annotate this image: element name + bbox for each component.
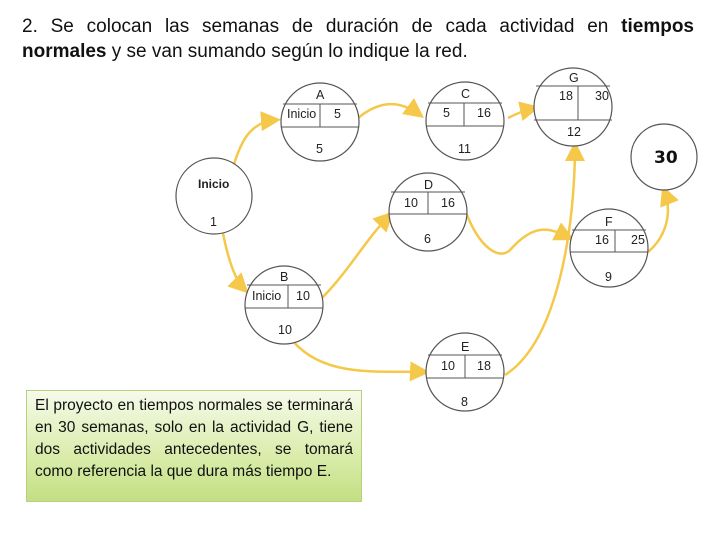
- node-f-early-finish: 25: [631, 233, 645, 247]
- node-f-early-start: 16: [595, 233, 609, 247]
- node-f-label: F: [605, 215, 613, 229]
- arrow-inicio-b: [222, 228, 245, 290]
- node-inicio-bottom: 1: [210, 215, 217, 229]
- conclusion-note: [26, 390, 362, 502]
- node-total: [631, 124, 697, 190]
- node-a-early-start: Inicio: [287, 107, 317, 121]
- node-b: [245, 266, 323, 344]
- statement-bold-text: tiempos normales: [22, 16, 694, 62]
- node-d-label: D: [424, 178, 434, 192]
- node-a-early-finish: 5: [334, 107, 341, 121]
- conclusion-text: El proyecto en tiempos normales se terminará en 30 semanas, solo en la actividad G, tiene dos actividades antecedentes, se tomará como referencia la que dura más tiempo E.: [35, 397, 353, 480]
- node-d-early-finish: 16: [441, 196, 455, 210]
- arrow-b-e: [288, 335, 425, 372]
- node-e-early-finish: 18: [477, 359, 491, 373]
- arrow-d-f: [465, 210, 570, 254]
- node-g-early-finish: 30: [595, 89, 609, 103]
- node-g: [534, 68, 612, 146]
- node-d: [389, 173, 467, 251]
- node-total-label: 30: [654, 148, 678, 168]
- statement-text-2: y se van sumando según lo indique la red.: [106, 41, 468, 62]
- node-inicio-label: Inicio: [198, 177, 230, 191]
- arrow-c-g: [508, 108, 535, 118]
- arrow-f-total: [648, 190, 668, 252]
- node-c-early-start: 5: [443, 106, 450, 120]
- node-g-duration: 12: [567, 125, 581, 139]
- node-e-duration: 8: [461, 395, 468, 409]
- node-e: [426, 333, 504, 411]
- node-e-label: E: [461, 340, 470, 354]
- node-c-label: C: [461, 87, 471, 101]
- node-c-early-finish: 16: [477, 106, 491, 120]
- node-f: [570, 209, 648, 287]
- node-b-early-start: Inicio: [252, 289, 282, 303]
- node-c: [426, 82, 504, 160]
- arrow-a-c: [358, 104, 420, 118]
- node-g-label: G: [569, 71, 579, 85]
- node-d-duration: 6: [424, 232, 431, 246]
- node-f-duration: 9: [605, 270, 612, 284]
- node-a-label: A: [316, 88, 325, 102]
- node-b-label: B: [280, 270, 289, 284]
- node-d-early-start: 10: [404, 196, 418, 210]
- node-e-early-start: 10: [441, 359, 455, 373]
- arrow-b-d: [320, 215, 390, 300]
- node-a-duration: 5: [316, 142, 323, 156]
- node-inicio: [176, 158, 252, 234]
- node-b-early-finish: 10: [296, 289, 310, 303]
- statement-text-1: 2. Se colocan las semanas de duración de cada actividad en: [22, 16, 622, 37]
- node-g-early-start: 18: [559, 89, 573, 103]
- arrow-e-g: [505, 146, 575, 375]
- node-a: [281, 83, 359, 161]
- node-b-duration: 10: [278, 323, 292, 337]
- node-c-duration: 11: [458, 142, 471, 156]
